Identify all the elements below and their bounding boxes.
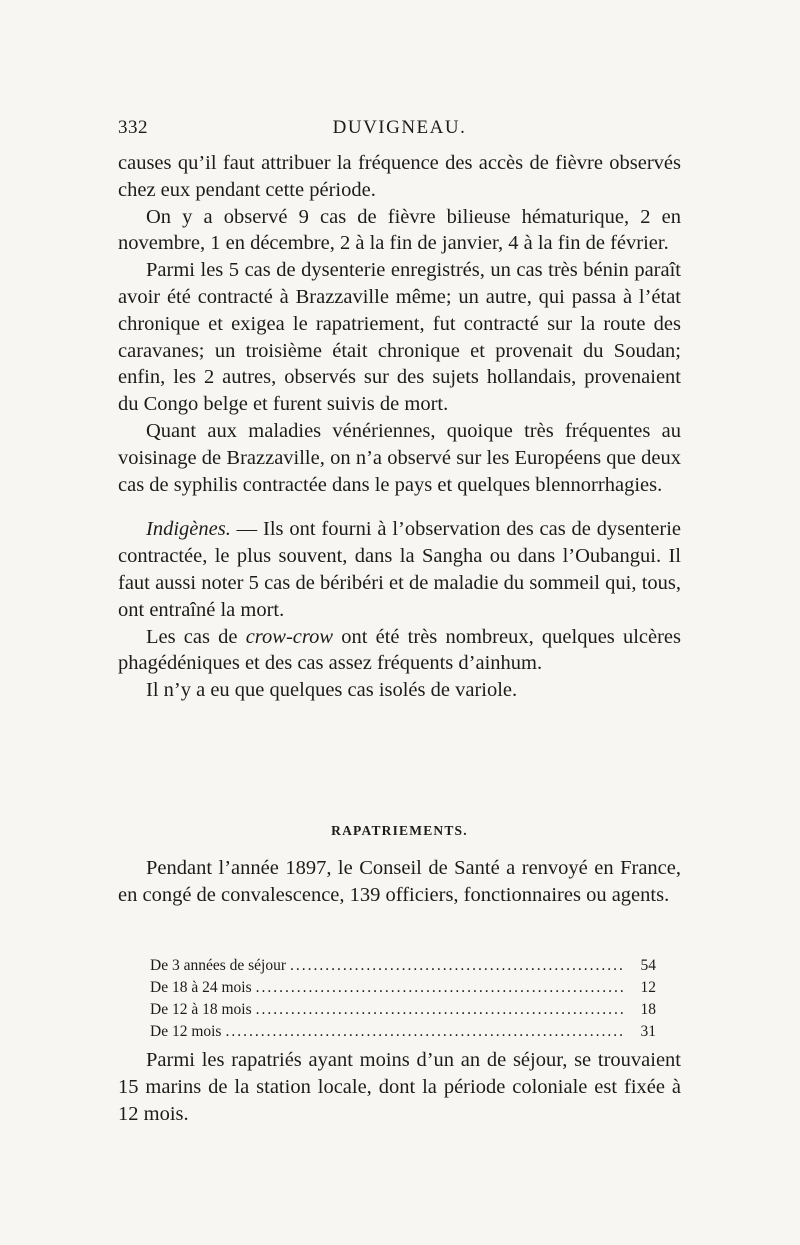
dot-leader <box>256 977 624 999</box>
crow-after: ont été très nombreux, quelques ulcères phagédéniques et des cas assez fréquents d’ainhum. <box>118 625 682 675</box>
row-value: 54 <box>640 957 656 974</box>
row-value: 12 <box>640 979 656 996</box>
table-row <box>150 999 656 1021</box>
page-number: 332 <box>118 117 148 138</box>
row-label: De 18 à 24 mois <box>150 979 252 996</box>
running-title: DUVIGNEAU. <box>332 117 467 138</box>
paragraph-crow-crow <box>118 624 681 678</box>
indigenes-label: Indigènes. <box>146 518 231 541</box>
dot-leader <box>225 1021 624 1043</box>
paragraph-indigenes <box>118 516 681 623</box>
dot-leader <box>290 955 624 977</box>
paragraph: Il n’y a eu que quelques cas isolés de variole. <box>146 679 518 702</box>
row-value: 31 <box>640 1023 656 1040</box>
crow-before: Les cas de <box>146 625 246 648</box>
paragraph: Quant aux maladies vénériennes, quoique très fréquentes au voisinage de Brazzaville, on n’a observé sur les Européens que deux cas de syphilis contractée dans le pays et quelques blennorrhagies. <box>118 419 681 496</box>
table-row <box>150 1021 656 1043</box>
main-text <box>118 150 681 704</box>
row-value: 18 <box>640 1001 656 1018</box>
paragraph: On y a observé 9 cas de fièvre bilieuse hématurique, 2 en novembre, 1 en décembre, 2 à la fin de janvier, 4 à la fin de février. <box>118 205 681 255</box>
paragraph: Pendant l’année 1897, le Conseil de Santé a renvoyé en France, en congé de convalescence, 139 officiers, fonctionnaires ou agents. <box>118 857 681 906</box>
paragraph: Parmi les rapatriés ayant moins d’un an de séjour, se trouvaient 15 marins de la station locale, dont la période coloniale est fixée à 12 mois. <box>118 1049 681 1125</box>
dot-leader <box>256 999 624 1021</box>
rapatriements-table <box>150 955 656 1043</box>
closing-text <box>118 1047 681 1128</box>
row-label: De 12 mois <box>150 1023 222 1040</box>
table-row <box>150 977 656 999</box>
rapatriements-text <box>118 855 681 909</box>
indigenes-text: — Ils ont fourni à l’observation des cas de dysenterie contractée, le plus souvent, dans la Sangha ou dans l’Oubangui. Il faut aussi noter 5 cas de béribéri et de maladie du sommeil qui, tous, ont entraîné la mort. <box>118 518 681 621</box>
paragraph: Parmi les 5 cas de dysenterie enregistrés, un cas très bénin paraît avoir été contracté à Brazzaville même; un autre, qui passa à l’état chronique et exigea le rapatriement, fut contracté sur la route des caravanes; un troisième était chronique et provenait du Soudan; enfin, les 2 autres, observés sur des sujets hollandais, provenaient du Congo belge et furent suivis de mort. <box>118 259 681 416</box>
paragraph: causes qu’il faut attribuer la fréquence des accès de fièvre observés chez eux pendant cette période. <box>118 152 681 201</box>
row-label: De 12 à 18 mois <box>150 1001 252 1018</box>
section-title: RAPATRIEMENTS. <box>331 823 468 838</box>
table-row <box>150 955 656 977</box>
crow-term: crow-crow <box>245 625 334 648</box>
row-label: De 3 années de séjour <box>150 957 287 974</box>
